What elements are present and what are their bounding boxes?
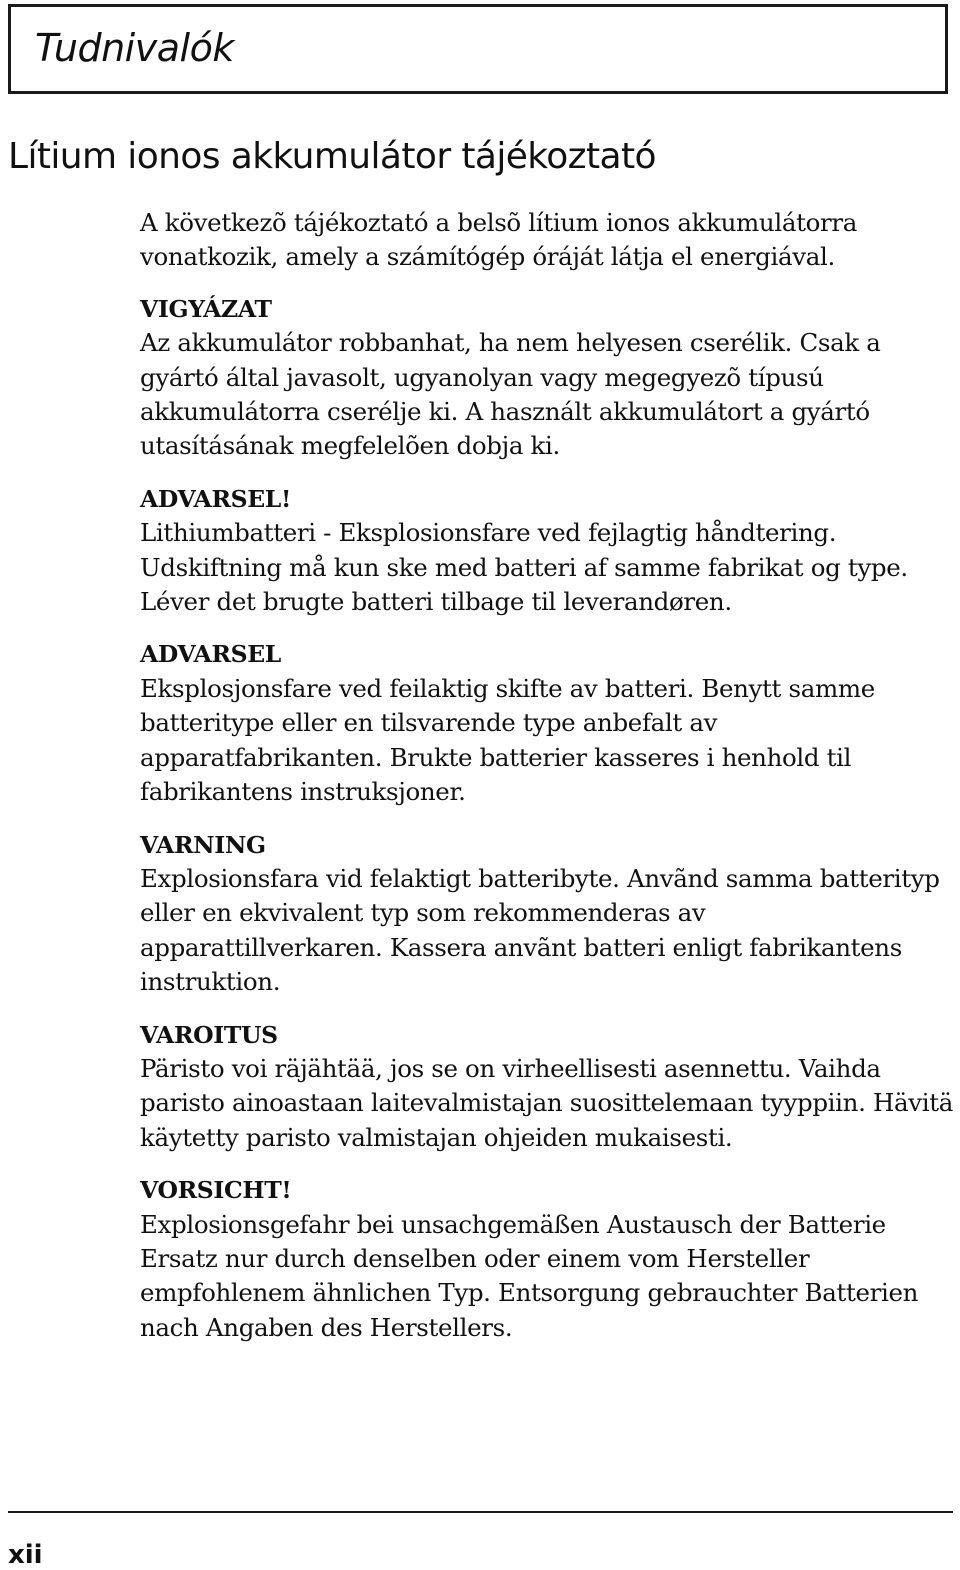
- notice-content: [140, 206, 955, 1363]
- intro-paragraph: A következõ tájékoztató a belsõ lítium ionos akkumulátorra vonatkozik, amely a számítógép óráját látja el energiával.: [140, 208, 857, 272]
- notice-body: Az akkumulátor robbanhat, ha nem helyesen cserélik. Csak a gyártó által javasolt, ugyanolyan vagy megegyezõ típusú akkumulátorra cserélje ki. A használt akkumulátort a gyártó utasításának megfelelõen dobja ki.: [140, 328, 881, 461]
- page-number: xii: [8, 1540, 43, 1570]
- notice-heading: VAROITUS: [140, 1020, 278, 1049]
- notice-german: [140, 1173, 955, 1345]
- notice-finnish: [140, 1018, 955, 1156]
- footer-rule: [8, 1511, 953, 1513]
- chapter-header-box: [8, 4, 948, 94]
- notice-heading: ADVARSEL!: [140, 484, 291, 513]
- notice-danish: [140, 482, 955, 620]
- notice-swedish: [140, 828, 955, 1000]
- notice-norwegian: [140, 637, 955, 809]
- notice-hungarian: [140, 292, 955, 464]
- notice-body: Päristo voi räjähtää, jos se on virheellisesti asennettu. Vaihda paristo ainoastaan laitevalmistajan suosittelemaan tyyppiin. Hävitä käytetty paristo valmistajan ohjeiden mukaisesti.: [140, 1053, 953, 1152]
- section-title: Lítium ionos akkumulátor tájékoztató: [8, 136, 656, 177]
- notice-body: Eksplosjonsfare ved feilaktig skifte av batteri. Benytt samme batteritype eller en tilsvarende type anbefalt av apparatfabrikanten. Brukte batterier kasseres i henhold til fabrikantens instruksjoner.: [140, 673, 875, 807]
- notice-heading: ADVARSEL: [140, 640, 281, 669]
- notice-body: Explosionsfara vid felaktigt batteribyte. Anvãnd samma batterityp eller en ekvivalent typ som rekommenderas av apparattillverkaren. Kassera anvãnt batteri enligt fabrikantens instruktion.: [140, 863, 940, 997]
- chapter-title: Tudnivalók: [35, 26, 234, 70]
- notice-body: Explosionsgefahr bei unsachgemäßen Austausch der Batterie Ersatz nur durch denselben oder einem vom Hersteller empfohlenem ähnlichen Typ. Entsorgung gebrauchter Batterien nach Angaben des Herstellers.: [140, 1209, 919, 1342]
- notice-heading: VORSICHT!: [140, 1176, 292, 1205]
- notice-body: Lithiumbatteri - Eksplosionsfare ved fejlagtig håndtering. Udskiftning må kun ske med batteri af samme fabrikat og type. Léver det brugte batteri tilbage til leverandøren.: [140, 518, 908, 617]
- notice-heading: VARNING: [140, 830, 266, 859]
- notice-heading: VIGYÁZAT: [140, 294, 272, 323]
